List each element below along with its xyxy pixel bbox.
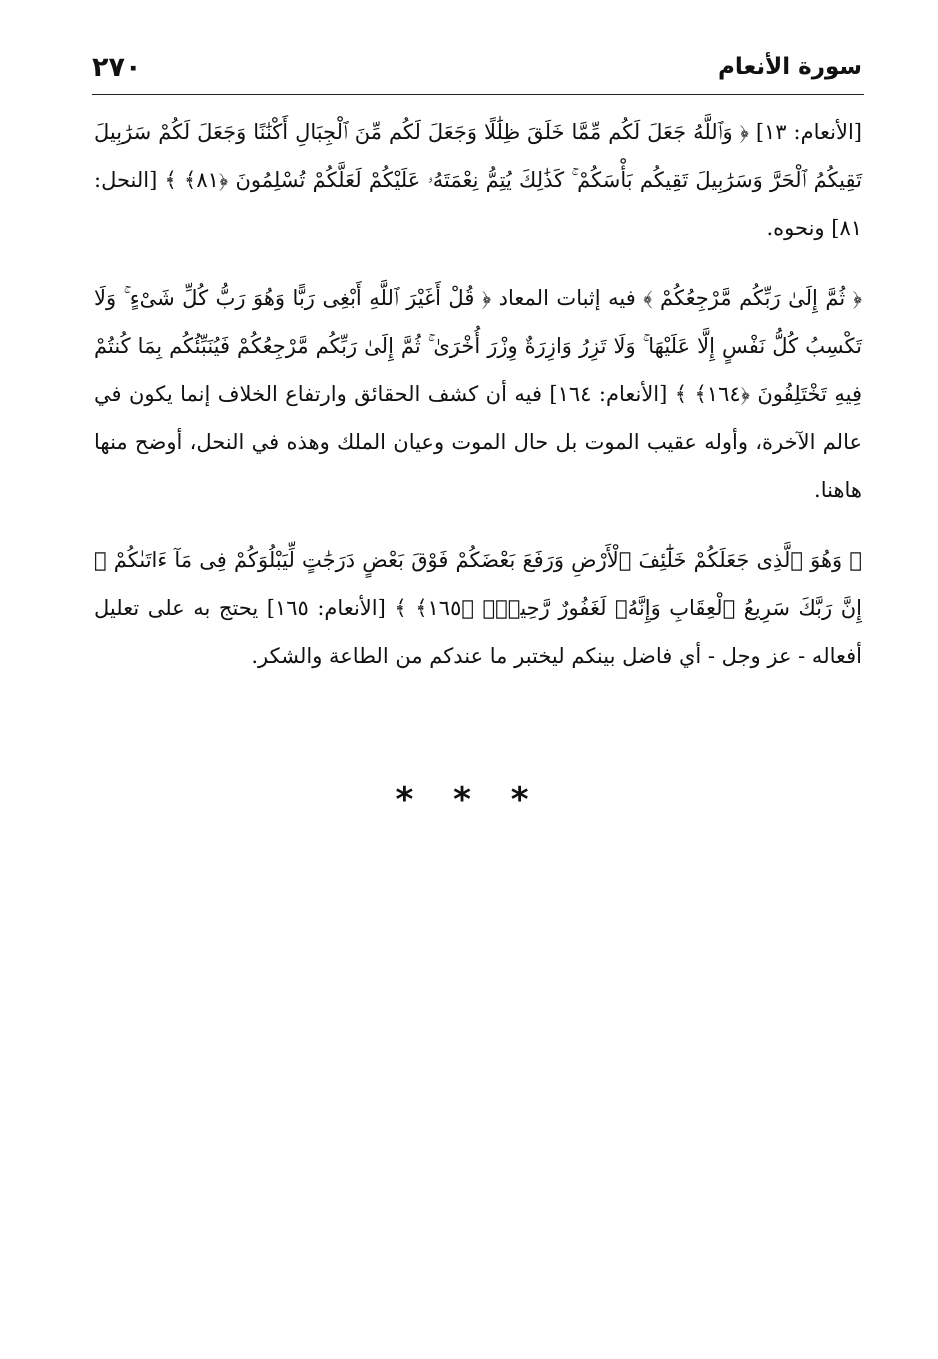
page-header [92,44,862,90]
paragraph-3: ﴿ وَهُوَ ٱلَّذِى جَعَلَكُمْ خَلَٰٓئِفَ ٱلْأَرْضِ وَرَفَعَ بَعْضَكُمْ فَوْقَ بَعْضٍ دَرَجَٰتٍ لِّيَبْلُوَكُمْ فِى مَآ ءَاتَىٰكُمْ ۗ إِنَّ رَبَّكَ سَرِيعُ ٱلْعِقَابِ وَإِنَّهُۥ لَغَفُورٌ رَّحِيمٌۢ ﴿١٦٥﴾ ﴾ [الأنعام: ١٦٥] يحتج به على تعليل أفعاله - عز وجل - أي فاضل بينكم ليختبر ما عندكم من الطاعة والشكر. [94,548,862,668]
surah-title: سورة الأنعام [718,54,862,80]
page-body [94,108,862,680]
section-separator: * * * [395,780,543,820]
page-number: ٢٧٠ [92,51,142,83]
paragraph-2: ﴿ ثُمَّ إِلَىٰ رَبِّكُم مَّرْجِعُكُمْ ﴾ فيه إثبات المعاد ﴿ قُلْ أَغَيْرَ ٱللَّهِ أَبْغِى رَبًّا وَهُوَ رَبُّ كُلِّ شَىْءٍ ۚ وَلَا تَكْسِبُ كُلُّ نَفْسٍ إِلَّا عَلَيْهَا ۚ وَلَا تَزِرُ وَازِرَةٌ وِزْرَ أُخْرَىٰ ۚ ثُمَّ إِلَىٰ رَبِّكُم مَّرْجِعُكُمْ فَيُنَبِّئُكُم بِمَا كُنتُمْ فِيهِ تَخْتَلِفُونَ ﴿١٦٤﴾ ﴾ [الأنعام: ١٦٤] فيه أن كشف الحقائق وارتفاع الخلاف إنما يكون في عالم الآخرة، وأوله عقيب الموت بل حال الموت وعيان الملك وهذه في النحل، أوضح منها هاهنا. [94,286,863,502]
header-divider [92,94,864,95]
paragraph-1: [الأنعام: ١٣] ﴿ وَٱللَّهُ جَعَلَ لَكُم مِّمَّا خَلَقَ ظِلَٰلًا وَجَعَلَ لَكُم مِّنَ ٱلْجِبَالِ أَكْنَٰنًا وَجَعَلَ لَكُمْ سَرَٰبِيلَ تَقِيكُمُ ٱلْحَرَّ وَسَرَٰبِيلَ تَقِيكُم بَأْسَكُمْ ۚ كَذَٰلِكَ يُتِمُّ نِعْمَتَهُۥ عَلَيْكُمْ لَعَلَّكُمْ تُسْلِمُونَ ﴿٨١﴾ ﴾ [النحل: ٨١] ونحوه. [94,120,862,240]
